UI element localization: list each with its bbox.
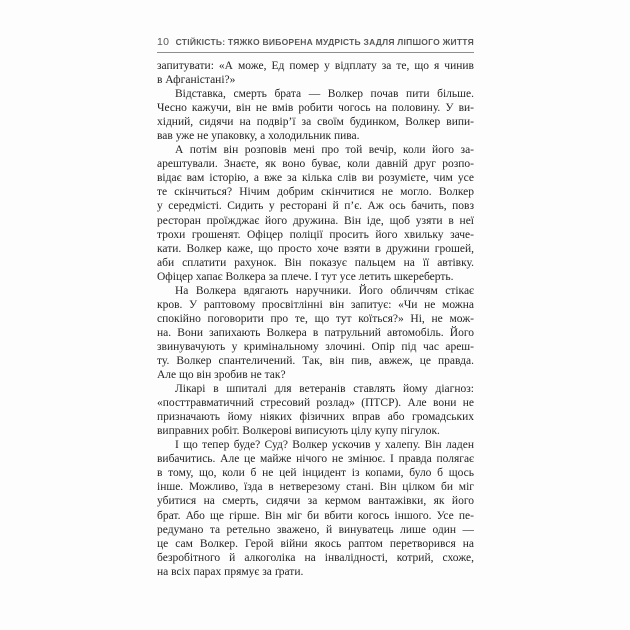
text-line: брат. Або ще гірше. Він міг би вбити когось іншого. Усе пе- xyxy=(157,509,474,522)
text-line: на всіх парах прямує за ґрати. xyxy=(157,565,304,578)
paragraph xyxy=(157,87,474,143)
text-line: те скінчиться? Нічим добрим скінчитися не могло. Волкер xyxy=(157,186,474,199)
text-line: ресторан проїжджає його дружина. Він іде, щоб узяти в неї xyxy=(157,214,474,227)
text-line: На Волкера вдягають наручники. Його обличчям стікає xyxy=(175,284,474,297)
text-line: «посттравматичний стресовий розлад» (ПТСР). Але вони не xyxy=(157,397,474,410)
paragraph xyxy=(157,143,474,283)
text-line: безробітного й алкоголіка на інвалідності, котрий, схоже, xyxy=(157,551,474,564)
text-block xyxy=(157,59,474,579)
text-line: в тому, що, коли б не цей інцидент із копами, було б щось xyxy=(157,467,474,480)
paragraph xyxy=(157,59,474,87)
text-line: відає вам історію, а вже за кілька слів ви розумієте, чим усе xyxy=(157,172,474,185)
text-line: інше. Можливо, їзда в нетверезому стані. Він цілком би міг xyxy=(157,481,474,494)
text-line: виправних робіт. Волкерові виписують цілу купу пігулок. xyxy=(157,425,440,438)
page-header xyxy=(157,36,474,53)
text-line: аби сплатити рахунок. Він показує пальцем на її автівку. xyxy=(157,256,474,269)
text-line: убитися на смерть, сидячи за кермом вантажівки, як його xyxy=(157,495,474,508)
text-line: хідний, сидячи на подвір’ї за своїм будинком, Волкер випи- xyxy=(157,116,474,129)
running-head: СТІЙКІСТЬ: ТЯЖКО ВИБОРЕНА МУДРІСТЬ ЗАДЛЯ ЛІПШОГО ЖИТТЯ xyxy=(175,37,474,47)
text-line: вав уже не упаковку, а холодильник пива. xyxy=(157,130,360,143)
text-line: Чесно кажучи, він не вмів робити чогось на половину. У ви- xyxy=(157,102,474,115)
text-line: на. Вони запихають Волкера в патрульний автомобіль. Його xyxy=(157,326,474,339)
text-line: Але що він зробив не так? xyxy=(157,369,286,382)
text-line: спокійно поговорити про те, що тут коїться?» Ні, не мож- xyxy=(157,312,474,325)
text-line: це сам Волкер. Герой війни якось раптом перетворився на xyxy=(157,537,474,550)
page-number: 10 xyxy=(157,36,170,48)
paragraph xyxy=(157,382,474,438)
text-line: у середмісті. Сидить у ресторані й п’є. Аж ось бачить, повз xyxy=(157,200,474,213)
text-line: кати. Волкер каже, що просто хоче взяти в дружини грошей, xyxy=(157,242,474,255)
text-line: І що тепер буде? Суд? Волкер ускочив у халепу. Він ладен xyxy=(175,439,474,452)
paragraph xyxy=(157,284,474,382)
text-line: призначають йому ніяких фізичних вправ або громадських xyxy=(157,411,474,424)
text-line: редумано та ретельно зважено, й винуватець лише один — xyxy=(157,523,474,536)
text-line: А потім він розповів мені про той вечір, коли його за- xyxy=(175,144,474,157)
text-line: в Афганістані?» xyxy=(157,74,236,87)
text-line: кров. У раптовому просвітлінні він запитує: «Чи не можна xyxy=(157,298,474,311)
text-line: Лікарі в шпиталі для ветеранів ставлять йому діагноз: xyxy=(175,383,474,396)
text-line: арештували. Знаєте, як воно буває, коли давній друг розпо- xyxy=(157,158,474,171)
text-line: трохи грошенят. Офіцер поліції просить його хвильку заче- xyxy=(157,228,474,241)
text-line: ту. Волкер спантеличений. Так, він пив, авжеж, це правда. xyxy=(157,354,474,367)
paragraph xyxy=(157,438,474,578)
text-line: Відставка, смерть брата — Волкер почав пити більше. xyxy=(175,88,474,101)
text-line: Офіцер хапає Волкера за плече. І тут усе летить шкереберть. xyxy=(157,270,454,283)
text-line: вибачитись. Але це майже нічого не змінює. І правда полягає xyxy=(157,453,474,466)
text-line: звинувачують у кримінальному злочині. Опір під час ареш- xyxy=(157,340,474,353)
text-line: запитувати: «А може, Ед помер у відплату за те, що я чинив xyxy=(157,60,474,72)
